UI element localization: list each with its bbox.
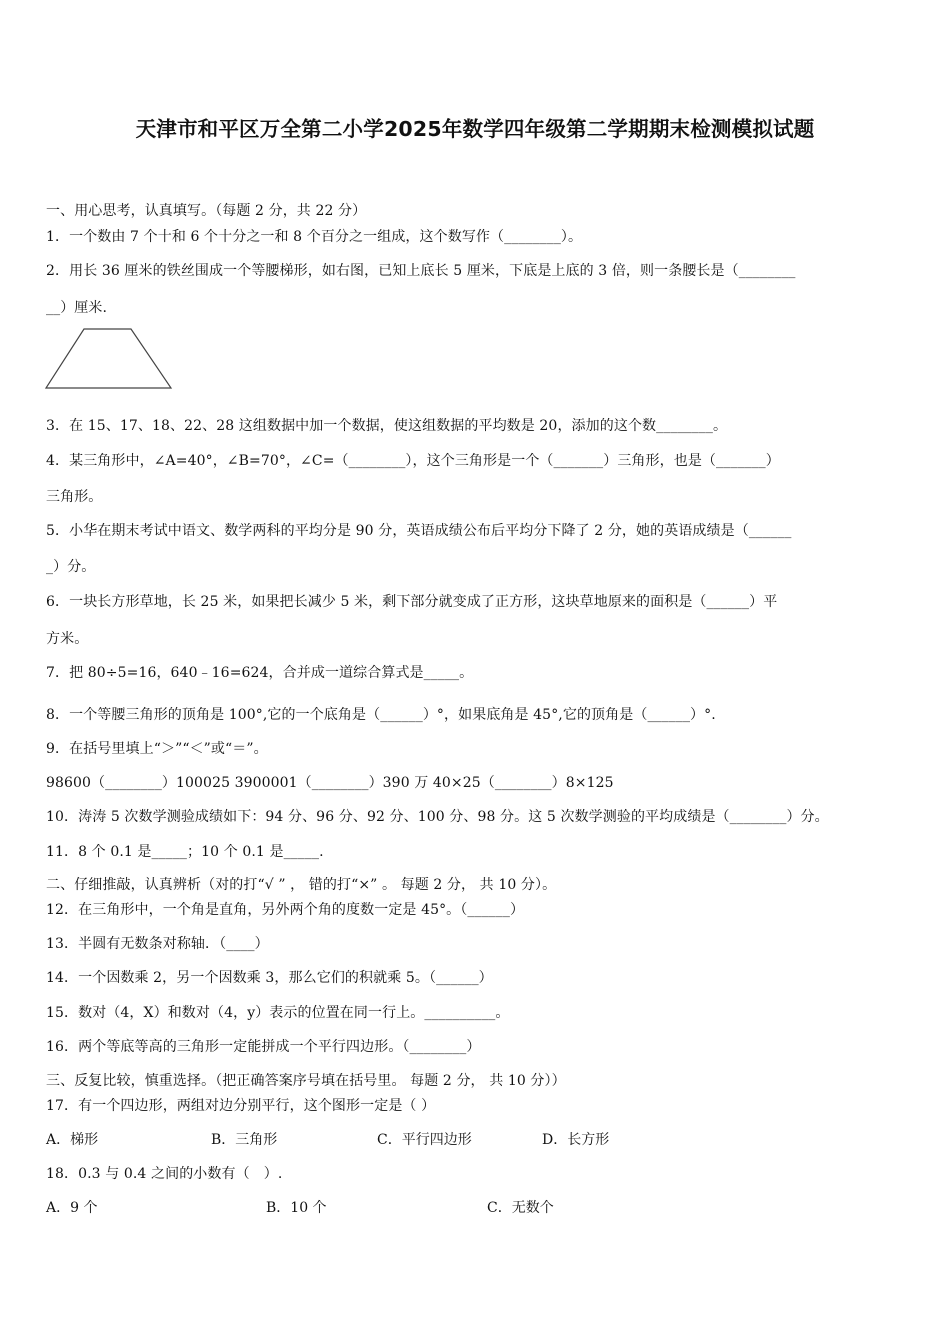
question-10: 10．涛涛 5 次数学测验成绩如下：94 分、96 分、92 分、100 分、98 分。这 5 次数学测验的平均成绩是（________）分。: [46, 809, 829, 825]
question-17: 17．有一个四边形，两组对边分别平行，这个图形一定是（ ）: [46, 1098, 436, 1114]
question-11: 11．8 个 0.1 是_____；10 个 0.1 是_____.: [46, 844, 324, 860]
question-5-line-1: 5．小华在期末考试中语文、数学两科的平均分是 90 分，英语成绩公布后平均分下降了 2 分，她的英语成绩是（______: [46, 523, 792, 539]
question-5-line-2: _）分。: [46, 559, 96, 575]
section-2-heading: 二、仔细推敲，认真辨析（对的打“√ ” ， 错的打“×” 。 每题 2 分， 共 10 分）。: [46, 877, 557, 893]
question-13: 13．半圆有无数条对称轴．（____）: [46, 936, 269, 952]
section-1-heading: 一、用心思考，认真填写。（每题 2 分，共 22 分）: [46, 203, 367, 219]
question-6-line-2: 方米。: [46, 631, 89, 647]
question-3: 3．在 15、17、18、22、28 这组数据中加一个数据，使这组数据的平均数是 20，添加的这个数________。: [46, 418, 728, 434]
q17-option-d: D．长方形: [542, 1132, 610, 1148]
section-3-heading: 三、反复比较，慎重选择。（把正确答案序号填在括号里。 每题 2 分， 共 10 分））: [46, 1073, 566, 1089]
question-14: 14．一个因数乘 2，另一个因数乘 3，那么它们的积就乘 5。（______）: [46, 970, 493, 986]
q17-option-c: C．平行四边形: [377, 1132, 472, 1148]
question-15: 15．数对（4，X）和数对（4，y）表示的位置在同一行上。__________。: [46, 1005, 510, 1021]
question-6-line-1: 6．一块长方形草地，长 25 米，如果把长减少 5 米，剩下部分就变成了正方形，这块草地原来的面积是（______）平: [46, 594, 778, 610]
q18-option-b: B．10 个: [266, 1200, 327, 1216]
question-7: 7．把 80÷5=16，640﹣16=624，合并成一道综合算式是_____。: [46, 665, 474, 681]
question-18: 18．0.3 与 0.4 之间的小数有（ ）.: [46, 1166, 283, 1182]
question-2-line-2: __）厘米.: [46, 300, 108, 316]
question-8: 8．一个等腰三角形的顶角是 100°,它的一个底角是（______）°，如果底角是 45°,它的顶角是（______）°.: [46, 707, 716, 723]
q17-option-a: A．梯形: [46, 1132, 99, 1148]
page-title: 天津市和平区万全第二小学2025年数学四年级第二学期期末检测模拟试题: [135, 117, 815, 141]
q18-option-c: C．无数个: [487, 1200, 554, 1216]
q17-option-b: B．三角形: [211, 1132, 278, 1148]
trapezoid-figure: [44, 327, 174, 391]
question-1: 1．一个数由 7 个十和 6 个十分之一和 8 个百分之一组成，这个数写作（________）。: [46, 229, 583, 245]
question-4-line-1: 4．某三角形中，∠A=40°，∠B=70°，∠C=（________），这个三角形是一个（_______）三角形，也是（_______）: [46, 453, 780, 469]
question-16: 16．两个等底等高的三角形一定能拼成一个平行四边形。（________）: [46, 1039, 481, 1055]
question-9-items: 98600（________）100025 3900001（________）390 万 40×25（________）8×125: [46, 775, 614, 791]
question-9: 9．在括号里填上“＞”“＜”或“＝”。: [46, 741, 268, 757]
q18-option-a: A．9 个: [46, 1200, 98, 1216]
question-12: 12．在三角形中，一个角是直角，另外两个角的度数一定是 45°。（______）: [46, 902, 525, 918]
question-2-line-1: 2．用长 36 厘米的铁丝围成一个等腰梯形，如右图，已知上底长 5 厘米，下底是上底的 3 倍，则一条腰长是（________: [46, 263, 796, 279]
question-4-line-2: 三角形。: [46, 489, 103, 505]
